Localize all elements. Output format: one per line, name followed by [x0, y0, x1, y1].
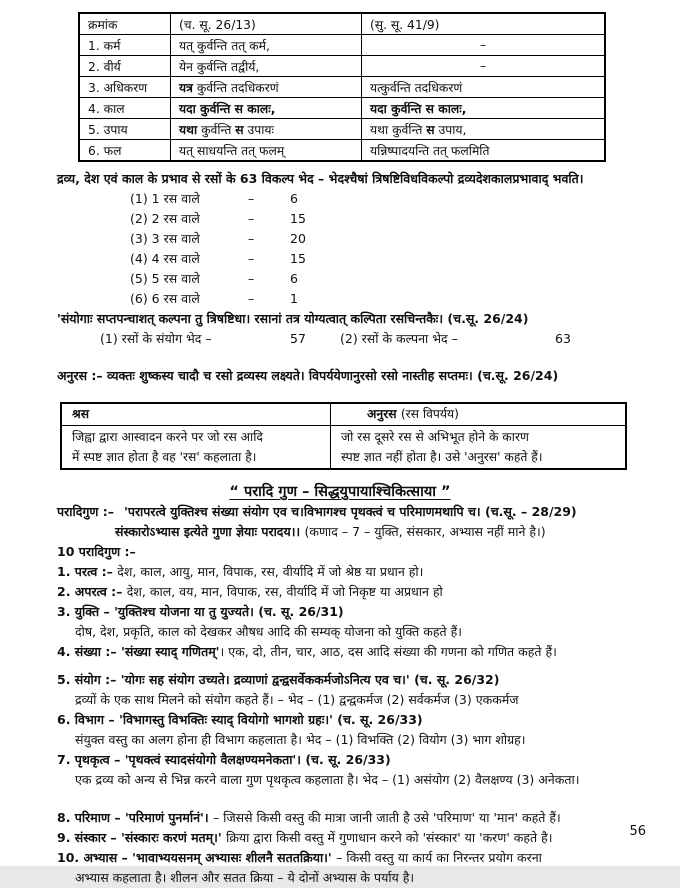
table-cell [61, 426, 331, 470]
dash: – [248, 191, 255, 206]
table-header-row [79, 13, 605, 35]
rasa-item-value: 20 [290, 231, 306, 246]
table-cell: यत्कुर्वन्ति तदधिकरणं [362, 77, 606, 98]
combo-value-1: 57 [290, 331, 306, 346]
combo-value-2: 63 [555, 331, 571, 346]
text-line: जो रस दूसरे रस से अभिभूत होने के कारण [341, 430, 529, 444]
table-row [61, 426, 626, 470]
table-cell: यथा कुर्वन्ति स उपायः [171, 119, 362, 140]
dash: – [248, 271, 255, 286]
paradi-item-10-desc: अभ्यास कहलाता है। शीलन और सतत क्रिया – ये दोनों अभ्यास के पर्याय है। [75, 870, 415, 885]
table-header-cell: श्रस [61, 403, 331, 426]
paradi-intro-line-2: संस्कारोऽभ्यास इत्येते गुणा ज्ञेयाः परादय।। (कणाद – 7 – युक्ति, संसकार, अभ्यास नहीं माने है।) [115, 524, 546, 539]
paradi-intro-line-1 [57, 502, 680, 522]
page-number: 56 [629, 824, 646, 839]
table-header-cell: क्रमांक [79, 13, 171, 35]
dash: – [248, 231, 255, 246]
rasa-item-label: (5) 5 रस वाले [130, 271, 200, 286]
rasa-list-item [130, 209, 680, 229]
paradi-item-5-desc: द्रव्यों के एक साथ मिलने को संयोग कहते हैं। – भेद – (1) द्वन्द्वकर्मज (2) सर्वकर्मज (3) एककर्मज [75, 692, 519, 707]
table-header-row [61, 403, 626, 426]
paradi-item-5: 5. संयोग :– 'योगः सह संयोग उच्यते। द्रव्याणां द्वन्द्वसर्वेककर्मजोऽनित्य एव च।' (च. सू. 26/32) [57, 672, 500, 687]
table-row [79, 98, 605, 119]
table-cell: यदा कुर्वन्ति स कालः, [362, 98, 606, 119]
table-header-cell: (च. सू. 26/13) [171, 13, 362, 35]
paradi-item-6: 6. विभाग – 'विभागस्तु विभक्तिः स्याद् वियोगो भागशो ग्रहः।' (च. सू. 26/33) [57, 712, 423, 727]
anurasa-heading: अनुरस :– व्यक्तः शुष्कस्य चादौ च रसो द्रव्यस्य लक्ष्यते। विपर्ययेणानुरसो रसो नास्तीह सप्तमः। (च.सू. 26/24) [57, 368, 559, 383]
rasa-item-label: (4) 4 रस वाले [130, 251, 200, 266]
rasa-list-item [130, 229, 680, 249]
rasa-item-value: 15 [290, 251, 306, 266]
table-cell: – [362, 56, 606, 77]
table-cell [331, 426, 627, 470]
karma-comparison-table [78, 12, 606, 162]
table-row [79, 35, 605, 56]
paradi-item-4: 4. संख्या :– 'संख्या स्याद् गणितम्'। एक, दो, तीन, चार, आठ, दस आदि संख्या की गणना को गणित कहते हैं। [57, 644, 557, 659]
table-cell: 6. फल [79, 140, 171, 162]
paradi-item-9: 9. संस्कार – 'संस्कारः करणं मतम्।' क्रिया द्वारा किसी वस्तु में गुणाधान करने को 'संस्कार' या 'करण' कहते है। [57, 830, 553, 845]
rasa-list-item [130, 249, 680, 269]
table-row [79, 140, 605, 162]
rasa-item-value: 15 [290, 211, 306, 226]
table-cell: यत्र कुर्वन्ति तदधिकरणं [171, 77, 362, 98]
text-line: स्पष्ट ज्ञात नहीं होता है। उसे 'अनुरस' कहते हैं। [341, 450, 543, 464]
table-header-cell: अनुरस (रस विपर्यय) [331, 403, 627, 426]
table-cell: 2. वीर्य [79, 56, 171, 77]
rasa-bheda-heading: द्रव्य, देश एवं काल के प्रभाव से रसों के 63 विकल्प भेद – भेदश्चैषां त्रिषष्टिविधविकल्पो द्रव्यदेशकालप्रभावाद् भवति। [57, 171, 584, 186]
table-row [79, 77, 605, 98]
samyoga-sutra-line: 'संयोगाः सप्तपन्चाशत् कल्पना तु त्रिषष्टिधा। रसानां तत्र योग्यत्वात् कल्पिता रसचिन्तकैः। (च.सू. 26/24) [57, 311, 529, 326]
rasa-item-value: 6 [290, 191, 298, 206]
table-row [79, 56, 605, 77]
rasa-list-item [130, 269, 680, 289]
rasa-item-value: 6 [290, 271, 298, 286]
table-cell: 4. काल [79, 98, 171, 119]
dash: – [248, 291, 255, 306]
paradi-item-3: 3. युक्ति – 'युक्तिश्च योजना या तु युज्यते। (च. सू. 26/31) [57, 604, 344, 619]
rasa-combo-line [100, 329, 680, 349]
rasa-anurasa-table [60, 402, 627, 470]
paradi-item-2: 2. अपरत्व :– देश, काल, वय, मान, विपाक, रस, वीर्यादि में जो निकृष्ट या अप्रधान हो [57, 584, 443, 599]
paradi-list-title: 10 परादिगुण :– [57, 544, 136, 559]
paradi-item-7: 7. पृथकृत्व – 'पृथक्त्वं स्यादसंयोगो वैलक्षण्यमनेकता'। (च. सू. 26/33) [57, 752, 391, 767]
rasa-item-value: 1 [290, 291, 298, 306]
table-header-cell: (सु. सू. 41/9) [362, 13, 606, 35]
paradi-item-7-desc: एक द्रव्य को अन्य से भिन्न करने वाला गुण पृथकृत्व कहलाता है। भेद – (1) असंयोग (2) वैलक्षण्य (3) अनेकता। [75, 772, 580, 787]
table-cell: – [362, 35, 606, 56]
combo-label-2: (2) रसों के कल्पना भेद – [340, 331, 458, 346]
rasa-list-item [130, 289, 680, 309]
dash: – [248, 211, 255, 226]
paradi-intro-quote-1: 'परापरत्वे युक्तिश्च संख्या संयोग एव च।विभागश्च पृथक्त्वं च परिमाणमथापि च। (च.सू. – 28/29) [124, 504, 577, 519]
table-cell: यत् साधयन्ति तत् फलम् [171, 140, 362, 162]
rasa-item-label: (6) 6 रस वाले [130, 291, 200, 306]
text-line: में स्पष्ट ज्ञात होता है वह 'रस' कहलाता है। [72, 450, 257, 464]
combo-label-1: (1) रसों के संयोग भेद – [100, 331, 212, 346]
paradi-item-10: 10. अभ्यास – 'भावाभ्ययसनम् अभ्यासः शीलनै सततक्रिया।' – किसी वस्तु या कार्य का निरन्तर प्रयोग करना [57, 850, 542, 865]
table-cell: 1. कर्म [79, 35, 171, 56]
rasa-item-label: (1) 1 रस वाले [130, 191, 200, 206]
paradi-item-1: 1. परत्व :– देश, काल, आयु, मान, विपाक, रस, वीर्यादि में जो श्रेष्ठ या प्रधान हो। [57, 564, 424, 579]
paradi-item-3-desc: दोष, देश, प्रकृति, काल को देखकर औषध आदि की सम्यक् योजना को युक्ति कहते हैं। [75, 624, 462, 639]
paradi-guna-title: “ परादि गुण – सिद्धयुपायाश्चिकित्साया ” [229, 484, 451, 500]
dash: – [248, 251, 255, 266]
rasa-list-item [130, 189, 680, 209]
paradi-item-8: 8. परिमाण – 'परिमाणं पुनर्मानं'। – जिससे किसी वस्तु की मात्रा जानी जाती है उसे 'परिमाण' या 'मान' कहते हैं। [57, 810, 561, 825]
text-line: जिह्वा द्वारा आस्वादन करने पर जो रस आदि [72, 430, 263, 444]
paradi-intro-label: परादिगुण :– [57, 504, 115, 519]
rasa-item-label: (3) 3 रस वाले [130, 231, 200, 246]
table-cell: यथा कुर्वन्ति स उपाय, [362, 119, 606, 140]
table-cell: येन कुर्वन्ति तद्वीर्य, [171, 56, 362, 77]
paradi-item-6-desc: संयुक्त वस्तु का अलग होना ही विभाग कहलाता है। भेद – (1) विभक्ति (2) वियोग (3) भाग शोग्रह। [75, 732, 526, 747]
table-cell: यन्निष्पादयन्ति तत् फलमिति [362, 140, 606, 162]
table-row [79, 119, 605, 140]
rasa-item-label: (2) 2 रस वाले [130, 211, 200, 226]
table-cell: 3. अधिकरण [79, 77, 171, 98]
table-cell: यदा कुर्वन्ति स कालः, [171, 98, 362, 119]
table-cell: 5. उपाय [79, 119, 171, 140]
table-cell: यत् कुर्वन्ति तत् कर्म, [171, 35, 362, 56]
